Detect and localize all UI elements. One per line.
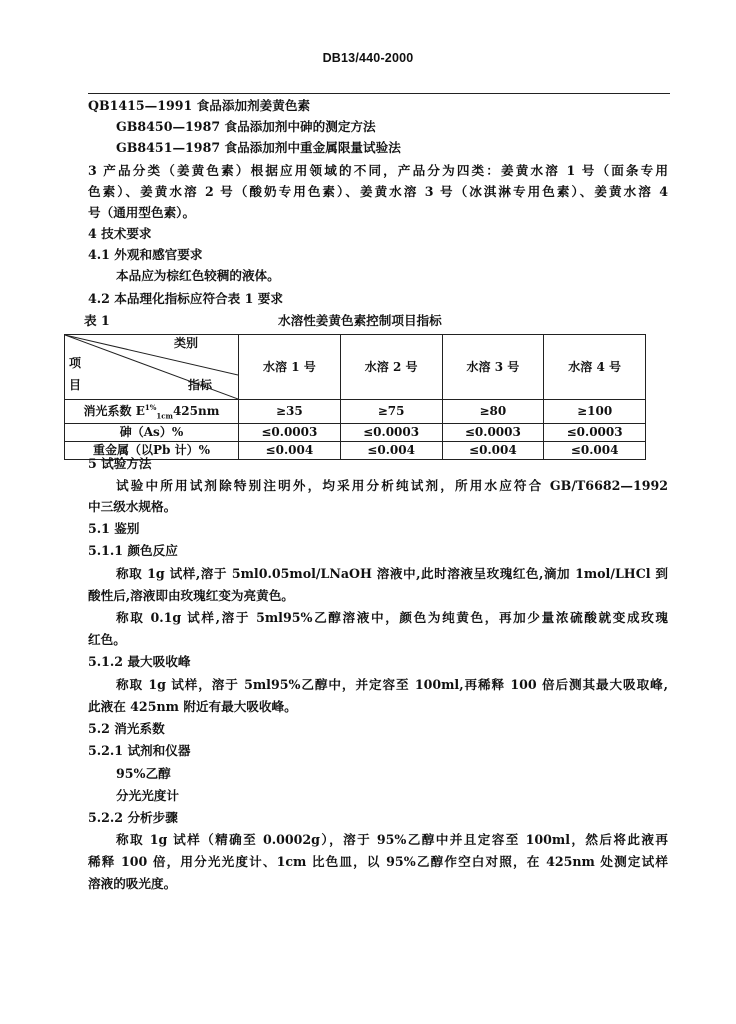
row-label-arsenic: 砷（As）% <box>65 424 239 442</box>
header-item-label-b: 目 <box>69 378 82 392</box>
absorption-para-line-2: 此液在 425nm 附近有最大吸收峰。 <box>88 699 297 714</box>
table-header-row <box>65 335 646 400</box>
document-code-header: DB13/440-2000 <box>322 51 414 65</box>
spec-table <box>64 334 646 460</box>
header-rule <box>88 93 670 94</box>
column-header: 水溶 4 号 <box>544 335 646 400</box>
corner-diagonal-lines <box>65 335 238 399</box>
table-caption: 水溶性姜黄色素控制项目指标 <box>278 313 442 328</box>
instrument-spectrophotometer: 分光光度计 <box>116 788 179 803</box>
section-5-2-2-heading: 5.2.2 分析步骤 <box>88 810 178 825</box>
section-5-intro-line-2: 中三级水规格。 <box>88 499 177 514</box>
table-cell: ≤0.0003 <box>340 424 442 442</box>
color-reaction-para-1-line-2: 酸性后,溶液即由玫瑰红变为亮黄色。 <box>88 588 294 603</box>
color-reaction-para-1-line-1: 称取 1g 试样,溶于 5ml0.05mol/LNaOH 溶液中,此时溶液呈玫瑰红色,滴加 1mol/LHCl 到 <box>116 566 668 581</box>
section-4-1-heading: 4.1 外观和感官要求 <box>88 247 203 262</box>
procedure-line-1: 称取 1g 试样（精确至 0.0002g），溶于 95%乙醇中并且定容至 100ml，然后将此液再 <box>116 832 668 847</box>
table-corner-cell <box>65 335 239 400</box>
column-header: 水溶 2 号 <box>340 335 442 400</box>
procedure-line-3: 溶液的吸光度。 <box>88 876 177 891</box>
section-5-intro-line-1: 试验中所用试剂除特别注明外，均采用分析纯试剂，所用水应符合 GB/T6682—1992 <box>116 478 668 493</box>
table-label: 表 1 <box>84 313 110 328</box>
section-4-2-heading: 4.2 本品理化指标应符合表 1 要求 <box>88 291 283 306</box>
section-5-1-1-heading: 5.1.1 颜色反应 <box>88 543 178 558</box>
section-5-2-1-heading: 5.2.1 试剂和仪器 <box>88 743 191 758</box>
table-cell: ≤0.0003 <box>239 424 341 442</box>
absorption-para-line-1: 称取 1g 试样，溶于 5ml95%乙醇中，并定容至 100ml,再稀释 100 倍后测其最大吸取峰, <box>116 677 668 692</box>
table-cell: ≤0.004 <box>340 442 442 460</box>
reference-qb1415: QB1415—1991 食品添加剂姜黄色素 <box>88 98 311 113</box>
table-cell: ≥100 <box>544 400 646 424</box>
table-cell: ≤0.004 <box>239 442 341 460</box>
table-cell: ≤0.0003 <box>442 424 544 442</box>
section-5-1-2-heading: 5.1.2 最大吸收峰 <box>88 654 191 669</box>
column-header: 水溶 1 号 <box>239 335 341 400</box>
row-label-heavy-metals: 重金属（以Pb 计）% <box>65 442 239 460</box>
section-5-title: 5 试验方法 <box>88 456 152 471</box>
table-cell: ≤0.004 <box>442 442 544 460</box>
section-5-2-heading: 5.2 消光系数 <box>88 721 165 736</box>
column-header: 水溶 3 号 <box>442 335 544 400</box>
table-cell: ≥75 <box>340 400 442 424</box>
reference-gb8450: GB8450—1987 食品添加剂中砷的测定方法 <box>116 119 376 134</box>
row-label-extinction: 消光系数 $E^{1\%}_{1cm}425nm$ <box>65 400 239 424</box>
section-5-1-heading: 5.1 鉴别 <box>88 521 140 536</box>
table-row <box>65 400 646 424</box>
section-4-1-text: 本品应为棕红色较稠的液体。 <box>116 268 280 283</box>
reference-gb8451: GB8451—1987 食品添加剂中重金属限量试验法 <box>116 140 401 155</box>
table-row <box>65 424 646 442</box>
color-reaction-para-2-line-1: 称取 0.1g 试样,溶于 5ml95%乙醇溶液中，颜色为纯黄色，再加少量浓硫酸就变成玫瑰 <box>116 610 668 625</box>
table-cell: ≤0.0003 <box>544 424 646 442</box>
header-category-label: 类别 <box>173 336 198 350</box>
section-3-line-3: 号（通用型色素）。 <box>88 205 196 220</box>
header-item-label-a: 项 <box>69 356 82 370</box>
section-3-line-2: 色素）、姜黄水溶 2 号（酸奶专用色素）、姜黄水溶 3 号（冰淇淋专用色素）、姜黄水溶 4 <box>88 184 668 199</box>
reagent-ethanol: 95%乙醇 <box>116 766 171 781</box>
table-cell: ≥35 <box>239 400 341 424</box>
section-3-line-1: 3 产品分类（姜黄色素）根据应用领域的不同，产品分为四类：姜黄水溶 1 号（面条专用 <box>88 163 668 178</box>
table-cell: ≥80 <box>442 400 544 424</box>
procedure-line-2: 稀释 100 倍，用分光光度计、1cm 比色皿，以 95%乙醇作空白对照，在 425nm 处测定试样 <box>88 854 668 869</box>
table-cell: ≤0.004 <box>544 442 646 460</box>
color-reaction-para-2-line-2: 红色。 <box>88 632 126 647</box>
header-indicator-label: 指标 <box>187 378 212 392</box>
section-4-title: 4 技术要求 <box>88 226 152 241</box>
